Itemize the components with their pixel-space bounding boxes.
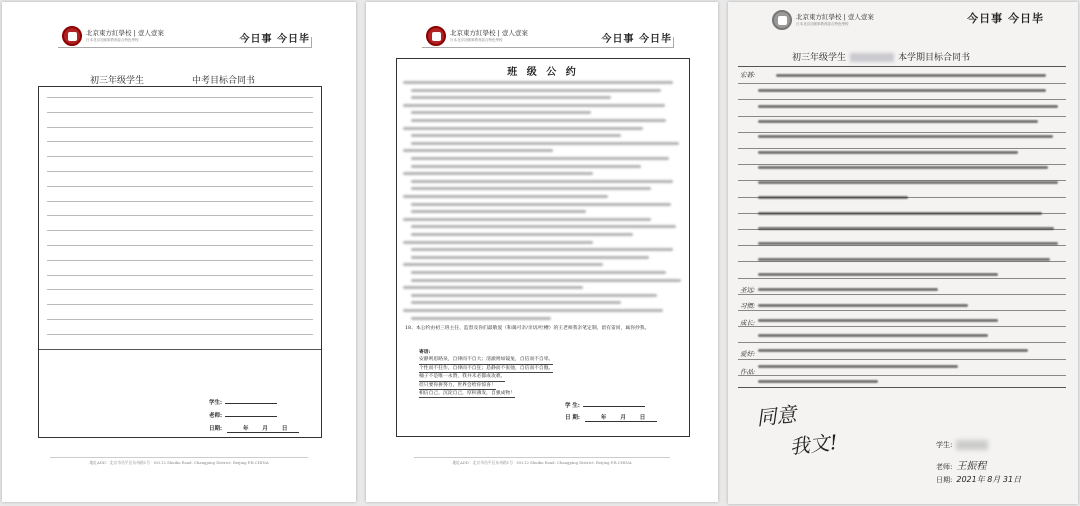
ruled-line bbox=[47, 112, 313, 113]
blurred-text-line bbox=[411, 134, 621, 137]
blurred-text-line bbox=[411, 157, 669, 160]
verse-line: 安静则思路泉，自律而不自大；清澈则如镜兔，自信而不自卑。 bbox=[419, 356, 553, 364]
blurred-text-line bbox=[411, 203, 671, 206]
blurred-text-line bbox=[403, 104, 665, 107]
verse-heading: 寄语: bbox=[419, 349, 431, 355]
handwriting-line bbox=[758, 273, 998, 276]
school-seal-icon bbox=[426, 26, 446, 46]
label-growth: 成长: bbox=[740, 319, 756, 327]
convention-box bbox=[396, 58, 690, 437]
student-signature: 学 生: bbox=[565, 401, 645, 409]
handwriting-line bbox=[758, 380, 878, 383]
ruled-line bbox=[738, 148, 1066, 149]
handwritten-goals bbox=[738, 66, 1066, 388]
contract-title: 本学期目标合同书 bbox=[898, 53, 971, 63]
ruled-line bbox=[738, 342, 1066, 343]
page-footer: 地址ADD：北京市昌平区东州路1号 · NO.12 Shuiku Road, Changping District, Beijing P.R.CHINA bbox=[414, 457, 670, 466]
filled-contract-photo bbox=[728, 2, 1078, 504]
school-logo bbox=[62, 26, 164, 46]
blurred-text-line bbox=[411, 317, 551, 320]
handwriting-line bbox=[758, 196, 908, 199]
blurred-text-line bbox=[403, 127, 643, 130]
school-seal-icon bbox=[62, 26, 82, 46]
school-name: 北京東方紅學校 | 壹人壹案 bbox=[86, 29, 164, 37]
label-hobby: 爱好: bbox=[740, 350, 756, 358]
blurred-text-line bbox=[411, 96, 611, 99]
blurred-text-line bbox=[411, 294, 657, 297]
class-convention-page bbox=[366, 2, 718, 502]
ruled-line bbox=[47, 186, 313, 187]
blurred-text-line bbox=[403, 263, 603, 266]
handwriting-line bbox=[776, 74, 1046, 77]
motto: 今日事 今日毕 bbox=[967, 12, 1044, 25]
blurred-text-line bbox=[411, 111, 591, 114]
handwriting-line bbox=[758, 242, 1058, 245]
handwriting-line bbox=[758, 135, 1053, 138]
handwriting-line bbox=[758, 212, 1042, 215]
ruled-line bbox=[47, 304, 313, 305]
handwriting-line bbox=[758, 105, 1058, 108]
signature-divider bbox=[39, 349, 321, 350]
date-field: 日期: 年 月 日 bbox=[209, 424, 299, 433]
agree-text: 同意 bbox=[755, 402, 798, 431]
handwriting-line bbox=[758, 258, 1050, 261]
handwriting-line bbox=[758, 227, 1054, 230]
page-header bbox=[366, 26, 718, 56]
ruled-line bbox=[47, 260, 313, 261]
ruled-line bbox=[738, 116, 1066, 117]
handwriting-line bbox=[758, 166, 1048, 169]
date-field: 日期: 2021年 8月 31日 bbox=[936, 475, 1022, 484]
ruled-line bbox=[47, 171, 313, 172]
ruled-line bbox=[738, 132, 1066, 133]
school-logo bbox=[772, 10, 874, 30]
student-signature: 学生: bbox=[936, 440, 988, 450]
school-subtitle: 日本北京初級軍教育綜合特色學校 bbox=[86, 37, 139, 42]
ruled-line bbox=[738, 278, 1066, 279]
ruled-line bbox=[47, 97, 313, 98]
blurred-text-line bbox=[411, 225, 676, 228]
blurred-text-line bbox=[411, 119, 666, 122]
blurred-text-line bbox=[411, 210, 586, 213]
school-logo bbox=[426, 26, 528, 46]
label-goal: 宏碁: bbox=[740, 71, 756, 79]
blurred-text-line bbox=[403, 309, 663, 312]
blurred-text-line bbox=[403, 81, 673, 84]
convention-title: 班 级 公 约 bbox=[507, 67, 579, 78]
ruled-line bbox=[47, 275, 313, 276]
ruled-line bbox=[738, 310, 1066, 311]
ruled-line bbox=[47, 127, 313, 128]
page-header bbox=[2, 26, 356, 56]
blurred-text-line bbox=[403, 149, 553, 152]
handwriting-line bbox=[758, 349, 1028, 352]
contract-page-exam-goals bbox=[2, 2, 356, 502]
ruled-line bbox=[47, 215, 313, 216]
label-work: 作品: bbox=[740, 368, 756, 376]
handwriting-line bbox=[758, 89, 1046, 92]
page-title bbox=[792, 50, 970, 63]
blurred-text-line bbox=[403, 218, 651, 221]
school-subtitle: 日本北京初級軍教育綜合特色學校 bbox=[450, 37, 503, 42]
school-seal-icon bbox=[772, 10, 792, 30]
handwriting-line bbox=[758, 120, 1038, 123]
ruled-line bbox=[738, 83, 1066, 84]
header-rule bbox=[58, 47, 312, 48]
school-subtitle: 日本北京初級軍教育綜合特色學校 bbox=[796, 21, 849, 26]
ruled-line bbox=[738, 261, 1066, 262]
grade-label: 初三年级学生 bbox=[792, 53, 847, 63]
verse-line: 相信自己，沉淀自己，厚积薄发，自强成物！ bbox=[419, 390, 515, 398]
ruled-line bbox=[47, 334, 313, 335]
verse-line: 桶子不是唯一永赞，我并未必都成攻难。 bbox=[419, 373, 505, 381]
page-footer: 地址ADD：北京市昌平区东州路1号 · NO.12 Shuiku Road, Changping District, Beijing P.R.CHINA bbox=[50, 457, 308, 466]
handwritten-agreement bbox=[755, 394, 839, 466]
blurred-text-line bbox=[411, 233, 633, 236]
teacher-signature: 老师: 王振程 bbox=[936, 461, 987, 472]
handwriting-line bbox=[758, 304, 968, 307]
contract-writing-box bbox=[38, 86, 322, 438]
label-habit: 习惯: bbox=[740, 302, 756, 310]
verse-line: 但只要你拼努力，世界会给你惊喜！ bbox=[419, 382, 496, 390]
blurred-text-line bbox=[403, 172, 593, 175]
ruled-line bbox=[738, 245, 1066, 246]
handwriting-line bbox=[758, 334, 988, 337]
blurred-text-line bbox=[411, 248, 673, 251]
blurred-text-line bbox=[411, 271, 666, 274]
blurred-text-line bbox=[411, 180, 673, 183]
ruled-line bbox=[47, 319, 313, 320]
handwriting-line bbox=[758, 181, 1058, 184]
ruled-line bbox=[738, 375, 1066, 376]
student-signature: 学生: bbox=[209, 398, 277, 406]
blurred-text-line bbox=[403, 286, 583, 289]
handwriting-line bbox=[758, 288, 938, 291]
contract-title: 中考目标合同书 bbox=[192, 76, 256, 86]
redacted-name bbox=[850, 53, 894, 62]
blurred-text-line bbox=[411, 301, 621, 304]
grade-label: 初三年级学生 bbox=[90, 76, 145, 86]
school-name: 北京東方紅學校 | 壹人壹案 bbox=[796, 13, 874, 21]
blurred-text-line bbox=[411, 142, 679, 145]
page-header bbox=[728, 10, 1078, 40]
ruled-line bbox=[738, 359, 1066, 360]
motto: 今日事 今日毕 bbox=[239, 34, 310, 45]
clause-18: 18、本公约由初三班主任、监督及你们最敬爱（和蔼可亲/亲切/吐槽）的王老师我亲笔定制，留有雷同，属你抄我。 bbox=[405, 326, 650, 331]
header-rule bbox=[422, 47, 674, 48]
ruled-line bbox=[47, 141, 313, 142]
ruled-line bbox=[738, 326, 1066, 327]
date-field: 日 期: 年 月 日 bbox=[565, 413, 657, 422]
handwriting-line bbox=[758, 365, 958, 368]
teacher-signature: 老师: bbox=[209, 411, 277, 419]
ruled-line bbox=[47, 201, 313, 202]
blurred-text-line bbox=[411, 187, 651, 190]
verse-line: 个性而不狂作，自律而不自狂；恳静而不张弛，自信而不自傲。 bbox=[419, 365, 553, 373]
agree-text-2: 我文! bbox=[788, 429, 839, 459]
label-grade: 圣远: bbox=[740, 286, 756, 294]
ruled-line bbox=[47, 156, 313, 157]
blurred-text-line bbox=[403, 195, 608, 198]
ruled-line bbox=[47, 230, 313, 231]
handwriting-line bbox=[758, 319, 998, 322]
blurred-text-line bbox=[411, 279, 681, 282]
school-name: 北京東方紅學校 | 壹人壹案 bbox=[450, 29, 528, 37]
ruled-line bbox=[47, 289, 313, 290]
ruled-line bbox=[738, 99, 1066, 100]
message-verse bbox=[419, 349, 553, 398]
ruled-line bbox=[738, 294, 1066, 295]
ruled-line bbox=[47, 245, 313, 246]
blurred-text-line bbox=[411, 165, 641, 168]
blurred-text-line bbox=[411, 89, 661, 92]
blurred-text-line bbox=[411, 256, 649, 259]
motto: 今日事 今日毕 bbox=[601, 34, 672, 45]
handwriting-line bbox=[758, 151, 1018, 154]
blurred-text-line bbox=[403, 241, 593, 244]
